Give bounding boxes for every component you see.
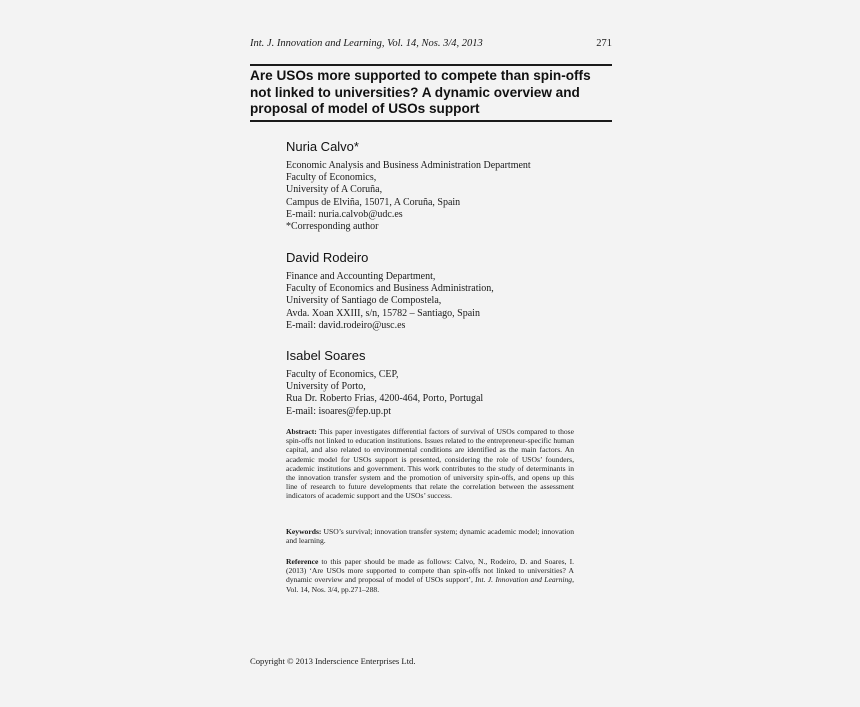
author-email: E-mail: isoares@fep.up.pt [286,405,392,417]
keywords-label: Keywords: [286,527,322,536]
author-email: E-mail: nuria.calvob@udc.es [286,208,403,220]
reference-text: to this paper should be made as follows: Calvo, N., Rodeiro, D. and Soares, I. (2013) ‘Are USOs more supported to compete than spin-offs not linked to universities? A dynamic overview and proposal of model of USOs support’, [286,557,575,585]
affiliation-line: University of A Coruña, [286,184,383,196]
affiliation-line: Rua Dr. Roberto Frias, 4200-464, Porto, Portugal [286,393,484,405]
journal-citation: Int. J. Innovation and Learning, Vol. 14, Nos. 3/4, 2013 [250,38,483,49]
copyright-footer: Copyright © 2013 Inderscience Enterprises Ltd. [250,656,416,666]
affiliation-line: Faculty of Economics, [286,172,377,184]
affiliation-line: Finance and Accounting Department, [286,271,436,282]
affiliation-line: Faculty of Economics, CEP, [286,369,399,380]
running-header [250,38,612,49]
affiliation-line: Economic Analysis and Business Administration Department [286,160,531,171]
reference [286,557,574,594]
keywords-text: USO’s survival; innovation transfer system; dynamic academic model; innovation and learning. [286,527,574,546]
paper-title: Are USOs more supported to compete than spin-offs not linked to universities? A dynamic overview and proposal of model of USOs support [250,68,591,116]
affiliation-line: Faculty of Economics and Business Administration, [286,283,494,295]
author-email: E-mail: david.rodeiro@usc.es [286,319,406,331]
affiliation-line: University of Porto, [286,381,366,393]
abstract-label: Abstract: [286,427,317,436]
abstract-text: This paper investigates differential factors of survival of USOs compared to those spin-offs not linked to education institutions. Issues related to the entrepreneur-specific human capital, and also related to environmental conditions are identified as the main factors. An academic model for USOs support is presented, considering the role of USOs’ founders, academic institutions and government. This work contributes to the study of determinants in the innovation transfer system and the promotion of university spin-offs, and opens up this line of research to future developments that relate the correlation between the assessment indicators of academic support and the USOs’ success. [286,427,574,501]
page-number: 271 [596,38,612,49]
affiliation-line: University of Santiago de Compostela, [286,295,442,307]
title-bottom-rule [250,120,612,122]
author-block-soares [286,348,586,418]
affiliation-line: Campus de Elviña, 15071, A Coruña, Spain [286,196,461,208]
reference-label: Reference [286,557,319,566]
title-top-rule [250,64,612,66]
author-block-rodeiro [286,250,586,332]
reference-journal: Int. J. Innovation and Learning [475,575,573,585]
reference-tail: , Vol. 14, Nos. 3/4, pp.271–288. [286,575,574,594]
affiliation-line: Avda. Xoan XXIII, s/n, 15782 – Santiago, Spain [286,307,480,319]
author-name: David Rodeiro [286,250,369,265]
keywords [286,527,574,545]
author-name: Isabel Soares [286,348,366,363]
author-block-calvo [286,139,586,233]
author-name: Nuria Calvo* [286,139,359,154]
corresponding-author-note: *Corresponding author [286,221,379,233]
abstract [286,427,574,501]
